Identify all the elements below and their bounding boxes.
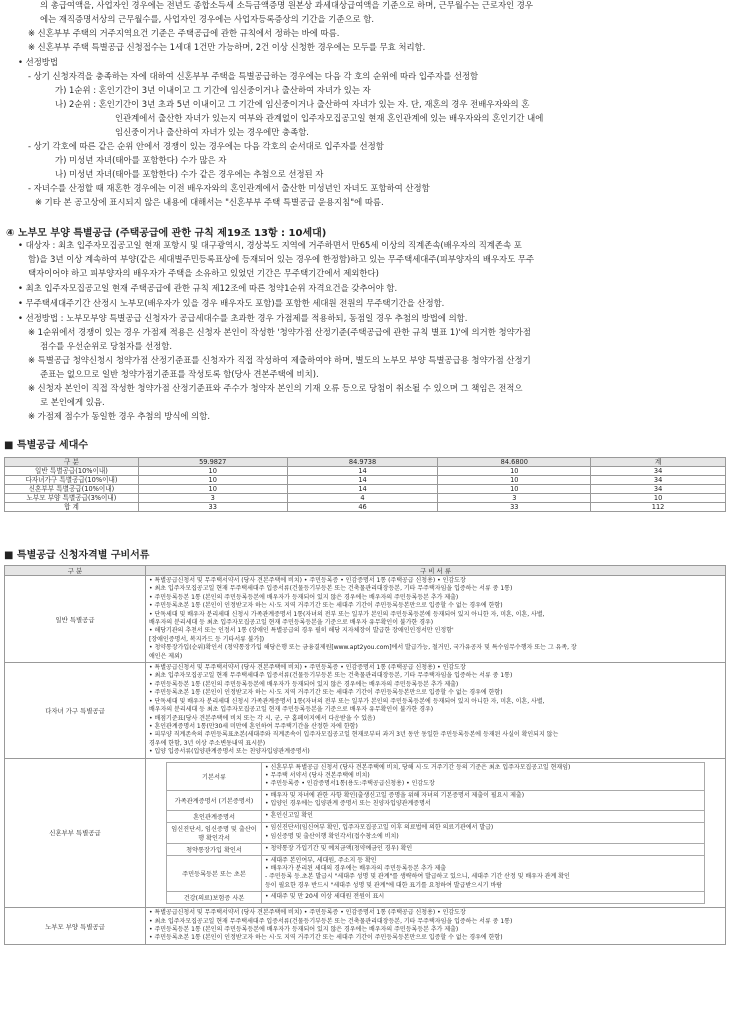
required-docs-heading: ■ 특별공급 신청자격별 구비서류 [4, 550, 150, 561]
text-line: - 상기 신청자격을 충족하는 자에 대하여 신혼부부 주택을 특별공급하는 경우에는 다음 각 호의 순위에 따라 입주자를 선정함 [28, 71, 479, 81]
doc-item: • 임신진단서(임신여부 확인, 입주자모집공고일 이후 의료법에 의한 의료기관에서 발급) [265, 824, 494, 832]
doc-item: • 무주택 서약서 (당사 견본주택에 비치) [265, 771, 370, 779]
doc-item: • 최초 입주자모집공고일 현재 무주택세대주 입증서류(건물등기부등본 또는 건축물관리대장등본, 기타 무주택자임을 입증하는 서류 중 1통) [149, 585, 513, 593]
doc-item: • 입양 입증서류(입양관계증명서 또는 친양자입양관계증명서) [149, 748, 310, 756]
table-cell: 일반 특별공급(10%이내) [5, 467, 139, 476]
header-cell: 84.9738 [287, 458, 438, 467]
table-cell: 10 [138, 467, 287, 476]
text-line: • 선정방법 : 노부모부양 특별공급 신청자가 공급세대수를 초과한 경우 가점제를 적용하되, 동점일 경우 추첨의 방법에 의함. [18, 313, 468, 323]
doc-item: • 단독세대 및 배우자 분리세대 신청시 가족관계증명서 1통(자녀의 전부 또는 일부가 본인의 주민등록등본에 등재되어 있지 아니한 자, 미혼, 이혼, 사별, [149, 610, 545, 618]
doc-item: • 주민등록등본 1통 (본인의 주민등록등본에 배우자가 등재되어 있지 않은 경우에는 배우자의 주민등록등본 추가 제출) [149, 680, 459, 688]
table-cell: 10 [438, 485, 591, 494]
table-cell: 14 [287, 476, 438, 485]
text-line: ※ 기타 본 공고상에 표시되지 않은 내용에 대해서는 "신혼부부 주택 특별공급 운용지침"에 따름. [35, 197, 384, 207]
text-line: 의 총급여액을, 사업자인 경우에는 전년도 종합소득세 소득금액증명 원본상 과세대상급여액을 기준으로 하며, 근무월수는 근로자인 경우 [40, 0, 533, 10]
doc-item: • 혼인관계증명서 1통(만30세 미만에 혼인하여 무주택기간을 산정한 자에 한함) [149, 722, 358, 730]
table-cell: 10 [138, 485, 287, 494]
text-line: 택자이어야 하고 피부양자의 배우자가 주택을 소유하고 있었던 기간은 무주택기간에서 제외한다) [28, 268, 379, 278]
doc-item: [장애인증명서, 복지카드 등 기타서류 불가]) [149, 635, 265, 643]
docs-cell [146, 576, 726, 663]
subtable-value [262, 843, 705, 855]
table-row [5, 485, 726, 494]
subtable-value [262, 855, 705, 892]
header-cell: 구 분 [5, 566, 146, 576]
doc-item: • 청약통장가입(순위)확인서 (청약통장가입 해당은행 또는 금융결제원[www.apt2you.com]에서 발급가능, 철거민, 국가유공자 및 특수임무수행자 또는 그 유족, 장 [149, 644, 577, 652]
subtable-row [167, 790, 705, 810]
doc-item: 배우자의 분리세대 등 최초 입주자모집공고일 현재 주민등록등본을 기준으로 배우자 유무확인이 불가한 경우) [149, 619, 434, 627]
table-row [5, 467, 726, 476]
supply-count-table [4, 457, 726, 512]
text-line: • 무주택세대주기간 산정시 노부모(배우자가 있을 경우 배우자도 포함)를 포함한 세대원 전원의 무주택기간을 산정함. [18, 298, 445, 308]
doc-item: • 배우자가 분리된 세대의 경우에는 배우자의 주민등록등본 추가 제출 [265, 864, 447, 872]
header-cell: 구 분 [5, 458, 139, 467]
table-cell: 10 [438, 467, 591, 476]
subtable-key: 주민등록등본 또는 초본 [167, 855, 262, 892]
table-header-row [5, 566, 726, 576]
table-header-row [5, 458, 726, 467]
doc-item: 애인은 제외) [149, 652, 183, 660]
doc-item: • 주민등록등본 1통 (본인의 주민등록등본에 배우자가 등재되어 있지 않은 경우에는 배우자의 주민등록등본 추가 제출) [149, 593, 459, 601]
subtable-value [262, 892, 705, 904]
category-cell: 신혼부부 특별공급 [5, 758, 146, 908]
table-cell: 신혼부부 특별공급(10%이내) [5, 485, 139, 494]
table-cell: 다자녀가구 특별공급(10%이내) [5, 476, 139, 485]
doc-item: • 세대주 본인여부, 세대원, 주소지 등 확인 [265, 856, 377, 864]
text-line: - 자녀수를 산정할 때 재혼한 경우에는 이전 배우자와의 혼인관계에서 출산한 미성년인 자녀도 포함하여 산정함 [28, 183, 430, 193]
subtable-key: 건강(의료)보험증 사본 [167, 892, 262, 904]
doc-item: • 해당기관의 추천서 또는 인정서 1통 (장애인 특별공급의 경우 필히 해당 지자체장이 발급한 장애인인정서만 인정함' [149, 627, 454, 635]
text-line: 가) 미성년 자녀(태아를 포함한다) 수가 많은 자 [55, 155, 227, 165]
doc-item: • 최초 입주자모집공고일 현재 무주택세대주 입증서류(건물등기부등본 또는 건축물관리대장등본, 기타 무주택자임을 입증하는 서류 중 1통) [149, 672, 513, 680]
header-cell: 계 [591, 458, 726, 467]
header-cell: 84.6800 [438, 458, 591, 467]
table-cell: 14 [287, 485, 438, 494]
subtable-row [167, 822, 705, 843]
text-line: 임신중이거나 출산하여 자녀가 있는 경우에만 충족함. [115, 127, 309, 137]
text-line: 로 본인에게 있음. [40, 397, 105, 407]
multi-child-row [5, 663, 726, 758]
table-cell: 노부모 부양 특별공급(3%이내) [5, 494, 139, 503]
doc-item: - 주민등록 등.초본 발급시 "세대주 성명 및 관계"를 생략하여 발급하고 있으니, 세대주 기간 산정 및 배우자 관계 확인 [265, 873, 570, 881]
docs-cell [146, 663, 726, 758]
text-line: 함)을 3년 이상 계속하여 부양(같은 세대별주민등록표상에 등재되어 있는 경우에 한정함)하고 있는 무주택세대주(피부양자의 배우자도 무주 [28, 254, 535, 264]
text-line: 가) 1순위 : 혼인기간이 3년 이내이고 그 기간에 임신중이거나 출산하여 자녀가 있는 자 [55, 85, 371, 95]
text-line: 나) 미성년 자녀(태아를 포함한다) 수가 같은 경우에는 추첨으로 선정된 자 [55, 169, 324, 179]
table-cell: 합 계 [5, 503, 139, 512]
doc-item: 배우자의 분리세대 등 최초 입주자모집공고일 현재 주민등록등본을 기준으로 배우자 유무확인이 불가한 경우) [149, 706, 434, 714]
text-line: • 최초 입주자모집공고일 현재 주택공급에 관한 규칙 제12조에 따른 청약1순위 자격요건을 갖추어야 함. [18, 283, 398, 293]
table-cell: 112 [591, 503, 726, 512]
text-line: 준표는 없으므로 일반 청약가점기준표를 작성토록 함(당사 견본주택에 비치). [40, 369, 319, 379]
section-4-title: ④ 노부모 부양 특별공급 (주택공급에 관한 규칙 제19조 13항 : 10세대) [6, 228, 327, 239]
doc-item: • 주민등록초본 1통 (본인이 인정받고자 하는 시·도 지역 거주기간 또는 세대주 기간이 주민등록등본만으로 입증할 수 없는 경우에 한함) [149, 934, 503, 942]
doc-item: • 배우자 및 자녀에 관한 사항 확인(출생신고일 증명을 위해 자녀의 기본증명서 제출이 필요시 제출) [265, 791, 525, 799]
table-cell: 4 [287, 494, 438, 503]
text-line: - 상기 각호에 따른 같은 순위 안에서 경쟁이 있는 경우에는 다음 각호의 순서대로 입주자를 선정함 [28, 141, 384, 151]
category-cell: 노부모 부양 특별공급 [5, 908, 146, 945]
text-line: ※ 신혼부부 주택 특별공급 신청접수는 1세대 1건만 가능하며, 2건 이상 신청한 경우에는 모두를 무효 처리함. [28, 42, 426, 52]
subtable-row [167, 810, 705, 822]
doc-item: • 특별공급신청서 및 무주택서약서 (당사 견본주택에 비치) • 주민등록증 • 인감증명서 1통 (주택공급 신청용) • 인감도장 [149, 909, 466, 917]
subtable-row [167, 762, 705, 790]
docs-cell [146, 908, 726, 945]
text-line: 에는 재직증명서상의 근무월수를, 사업자인 경우에는 사업자등록증상의 기간을 기준으로 함. [40, 14, 375, 24]
table-cell: 10 [438, 476, 591, 485]
text-line: • 선정방법 [18, 57, 58, 67]
subtable-value [262, 822, 705, 843]
text-line: ※ 가점제 점수가 동일한 경우 추첨의 방식에 의함. [28, 411, 211, 421]
text-line: • 대상자 : 최초 입주자모집공고일 현재 포항시 및 대구광역시, 경상북도 지역에 거주하면서 만65세 이상의 직계존속(배우자의 직계존속 포 [18, 240, 522, 250]
general-supply-row [5, 576, 726, 663]
header-cell: 구 비 서 류 [146, 566, 726, 576]
docs-cell [146, 758, 726, 908]
doc-item: • 임신증명 및 출산이행 확인각서(접수창소에 비치) [265, 832, 399, 840]
subtable-key: 임신진단서, 임신증명 및 출산이행 확인각서 [167, 822, 262, 843]
subtable-key: 가족관계증명서 (기본증명서) [167, 790, 262, 810]
subtable-value [262, 790, 705, 810]
doc-item: • 주민등록초본 1통 (본인이 인정받고자 하는 시·도 지역 거주기간 또는 세대주 기간이 주민등록등본만으로 입증할 수 없는 경우에 한함) [149, 689, 503, 697]
doc-item: • 세대주 및 만 20세 이상 세대원 전원이 표시 [265, 893, 385, 901]
table-cell: 10 [138, 476, 287, 485]
newlywed-row [5, 758, 726, 908]
required-docs-table [4, 565, 726, 945]
subtable-value [262, 762, 705, 790]
table-cell: 3 [438, 494, 591, 503]
header-cell: 59.9827 [138, 458, 287, 467]
doc-item: • 청약통장 가입기간 및 예치금액(청약예금인 경우) 확인 [265, 844, 413, 852]
text-line: ※ 신혼부부 주택의 거주지역요건 기준은 주택공급에 관한 규칙에서 정하는 바에 따름. [28, 28, 340, 38]
subtable-key: 청약통장가입 확인서 [167, 843, 262, 855]
doc-item: • 특별공급신청서 및 무주택서약서 (당사 견본주택에 비치) • 주민등록증 • 인감증명서 1통 (주택공급 신청용) • 인감도장 [149, 577, 466, 584]
doc-item: • 특별공급신청서 및 무주택서약서 (당사 견본주택에 비치) • 주민등록증 • 인감증명서 1통 (주택공급 신청용) • 인감도장 [149, 664, 466, 672]
doc-item: • 입양인 경우에는 입양관계 증명서 또는 친양자입양관계증명서 [265, 800, 431, 808]
doc-item: 등이 필요한 경우 반드시 "세대주 성명 및 관계"에 대한 표기를 요청하여 발급받으시기 바람 [265, 881, 503, 889]
subtable-value [262, 810, 705, 822]
table-cell: 34 [591, 467, 726, 476]
text-line: 점수를 우선순위로 당첨자를 선정함. [40, 341, 173, 351]
table-row [5, 476, 726, 485]
table-row [5, 494, 726, 503]
subtable-row [167, 892, 705, 904]
table-row [5, 503, 726, 512]
supply-count-heading: ■ 특별공급 세대수 [4, 440, 89, 451]
table-cell: 3 [138, 494, 287, 503]
table-cell: 33 [438, 503, 591, 512]
doc-item: • 신혼부부 특별공급 신청서 (당사 견본주택에 비치, 당해 시·도 거주기간 등의 기준은 최초 입주자모집공고일 현재임) [265, 763, 571, 771]
text-line: ※ 신청자 본인이 직접 작성한 청약가점 산정기준표와 주수가 청약자 본인의 기재 오류 등으로 당첨이 취소될 수 있으며 그 책임은 전적으 [28, 383, 523, 393]
subtable-row [167, 843, 705, 855]
doc-item: • 최초 입주자모집공고일 현재 무주택세대주 입증서류(건물등기부등본 또는 건축물관리대장등본, 기타 무주택자임을 입증하는 서류 중 1통) [149, 917, 513, 925]
subtable-key: 기본서류 [167, 762, 262, 790]
text-line: ※ 특별공급 청약신청시 청약가점 산정기준표를 신청자가 직접 작성하여 제출하여야 하며, 별도의 노부모 부양 특별공급용 청약가점 산정기 [28, 355, 531, 365]
table-cell: 34 [591, 485, 726, 494]
text-line: ※ 1순위에서 경쟁이 있는 경우 가점제 적용은 신청자 본인이 작성한 '청약가점 산정기준(주택공급에 관한 규칙 별표 1)'에 의거한 청약가점 [28, 327, 531, 337]
doc-item: • 혼인신고일 확인 [265, 811, 313, 819]
table-cell: 10 [591, 494, 726, 503]
category-cell: 일반 특별공급 [5, 576, 146, 663]
subtable-row [167, 855, 705, 892]
doc-item: • 피부양 직계존속의 주민등록표초본(세대주와 직계존속이 입주자모집공고일 현재로부터 과거 3년 동안 동일한 주민등록등본에 등재된 사실이 확인되지 않는 [149, 731, 559, 739]
doc-item: • 배점기준표(당사 견본주택에 비치 또는 각 시, 군, 구 홈페이지에서 다운받을 수 있음) [149, 714, 376, 722]
newlywed-subtable [166, 762, 705, 905]
table-cell: 14 [287, 467, 438, 476]
doc-item: 경우에 한함, 3년 이상 주소변동내역 표시분) [149, 739, 266, 747]
table-cell: 46 [287, 503, 438, 512]
table-cell: 34 [591, 476, 726, 485]
text-line: 인관계에서 출산한 자녀가 있는지 여부와 관계없이 입주자모집공고일 현재 혼인관계에 있는 배우자와의 혼인기간 내에 [115, 113, 544, 123]
text-line: 나) 2순위 : 혼인기간이 3년 초과 5년 이내이고 그 기간에 임신중이거나 출산하여 자녀가 있는 자. 단, 재혼의 경우 전배우자와의 혼 [55, 99, 530, 109]
category-cell: 다자녀 가구 특별공급 [5, 663, 146, 758]
doc-item: • 주민등록등본 1통 (본인의 주민등록등본에 배우자가 등재되어 있지 않은 경우에는 배우자의 주민등록등본 추가 제출) [149, 926, 459, 933]
elder-support-row [5, 908, 726, 945]
table-cell: 33 [138, 503, 287, 512]
doc-item: • 주민등록초본 1통 (본인이 인정받고자 하는 시·도 지역 거주기간 또는 세대주 기간이 주민등록등본만으로 입증할 수 없는 경우에 한함) [149, 602, 503, 610]
doc-item: • 주민등록증 • 인감증명서1통(용도:주택공급신청용) • 인감도장 [265, 780, 435, 788]
doc-item: • 단독세대 및 배우자 분리세대 신청시 가족관계증명서 1통(자녀의 전부 또는 일부가 본인의 주민등록등본에 등재되어 있지 아니한 자, 미혼, 이혼, 사별, [149, 697, 545, 705]
subtable-key: 혼인관계증명서 [167, 810, 262, 822]
